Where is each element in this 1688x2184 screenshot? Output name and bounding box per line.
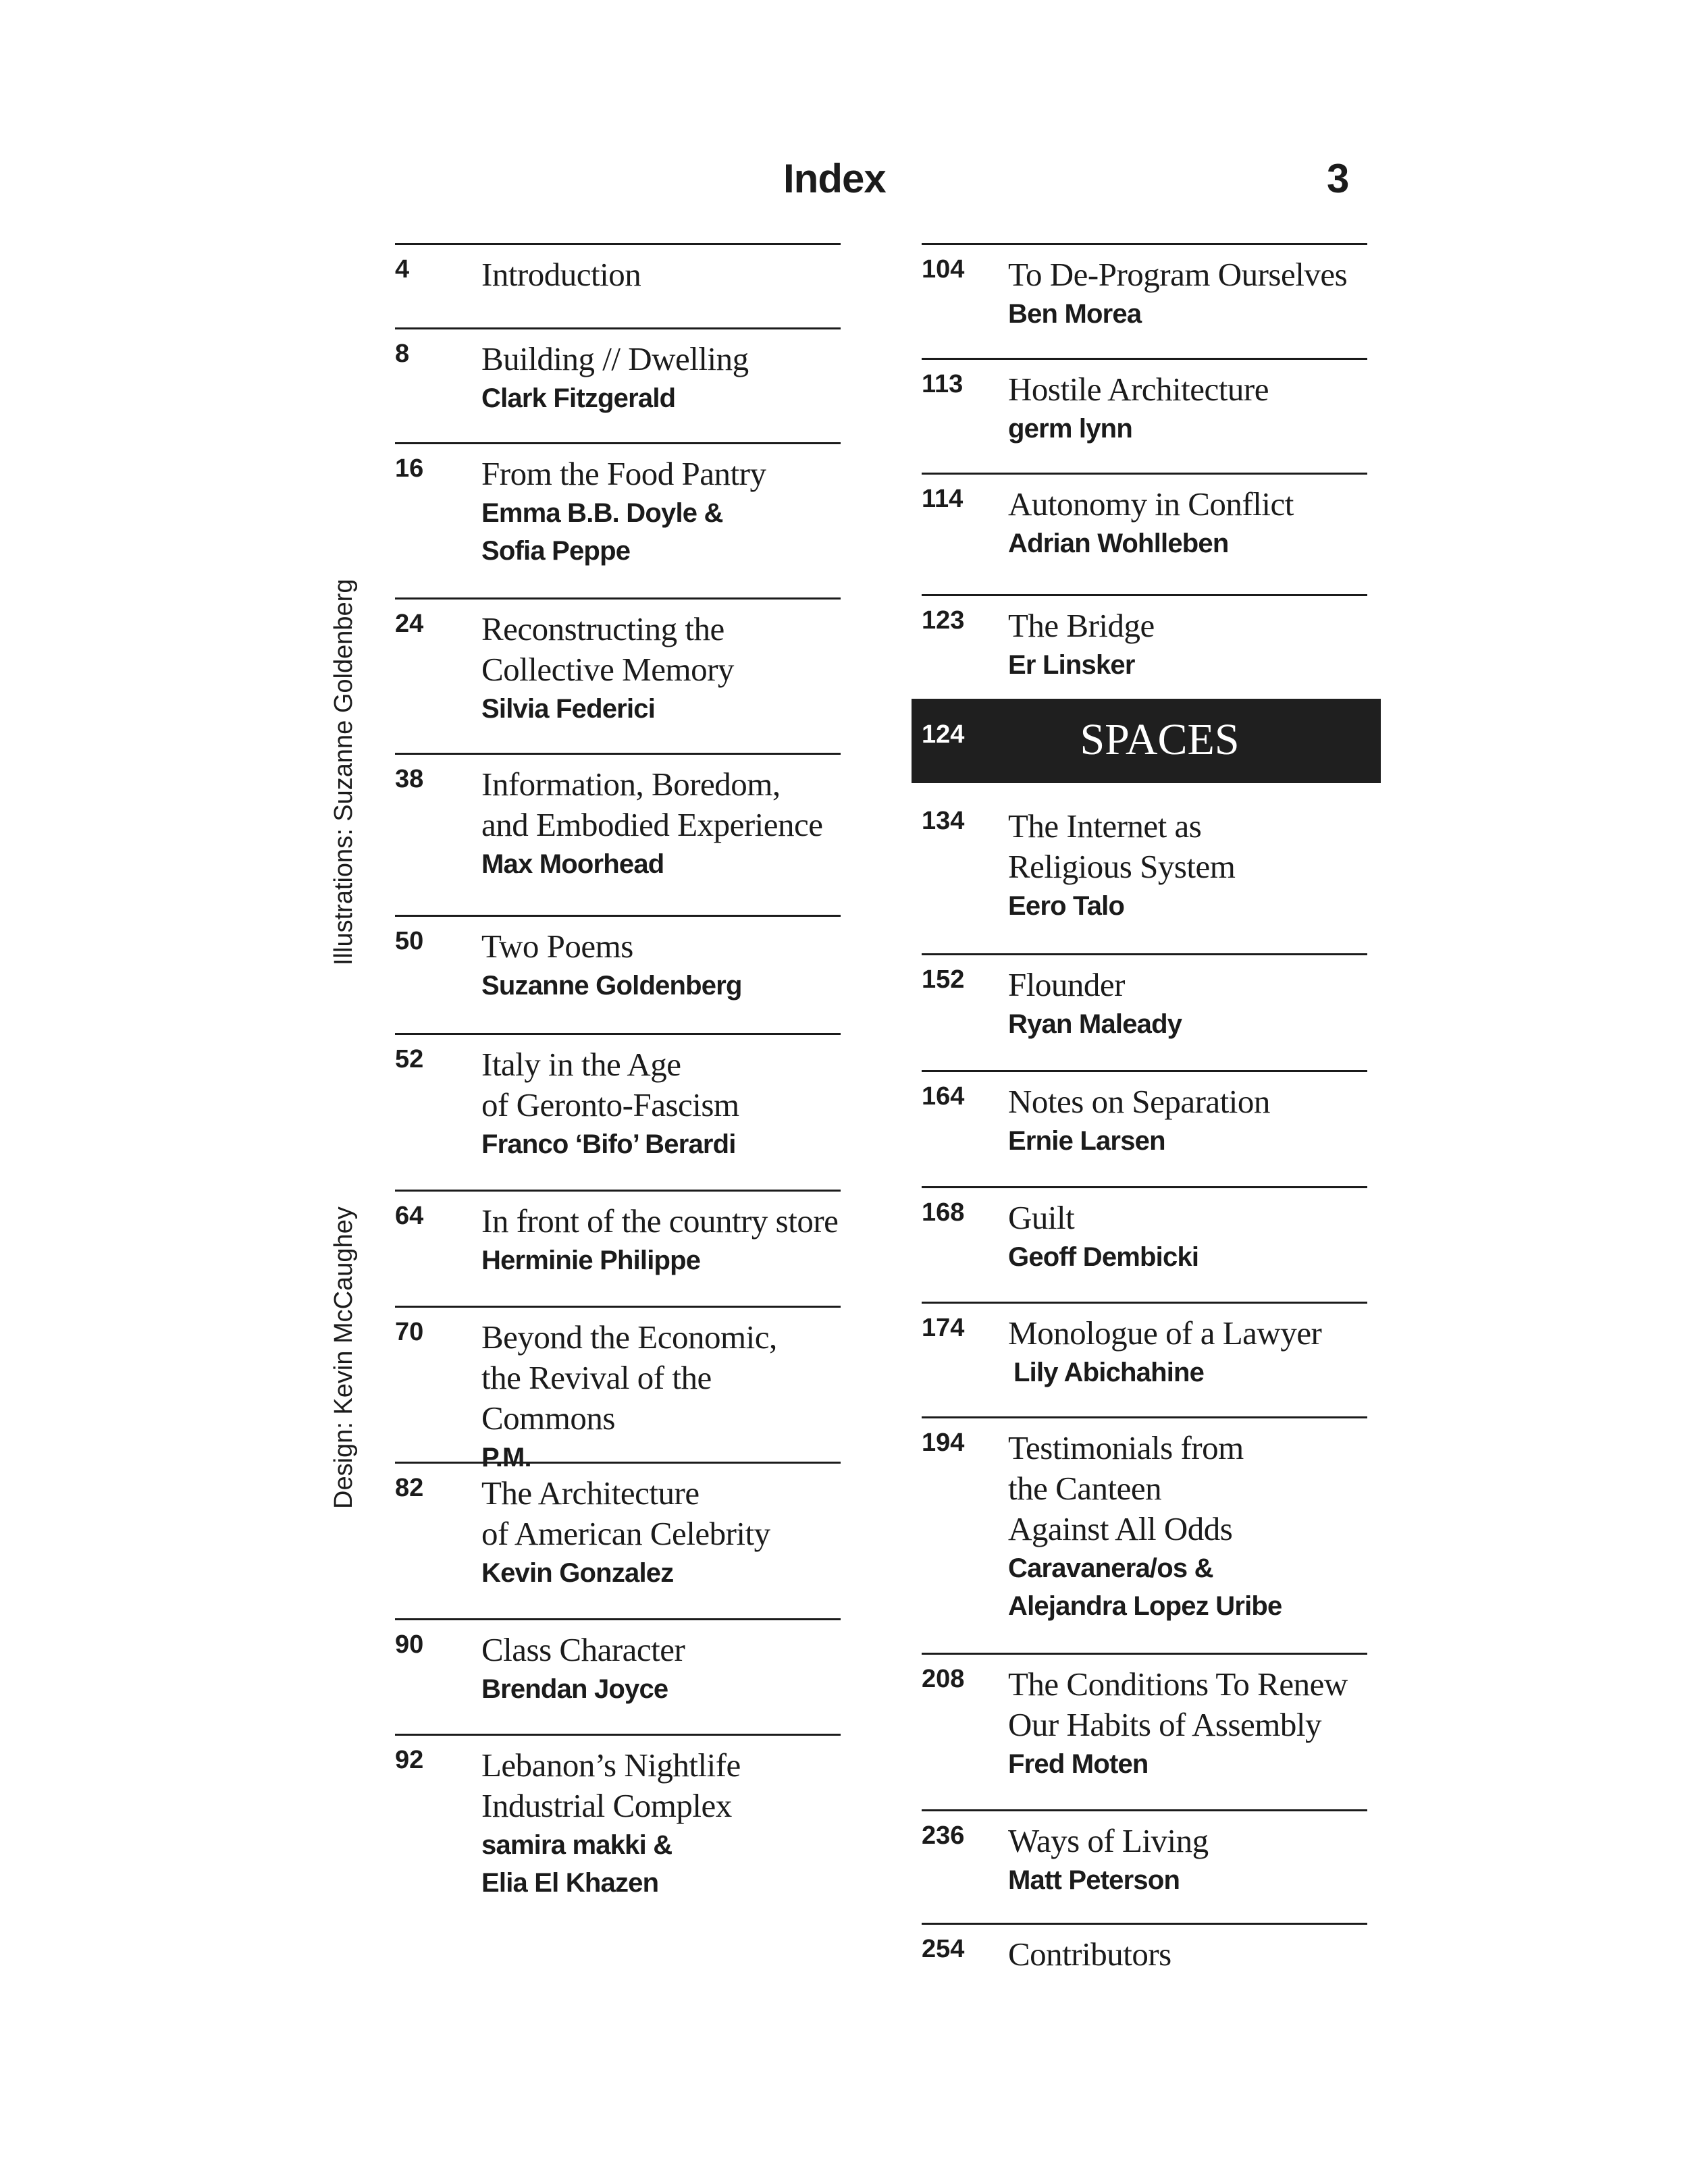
- entry-author: Lily Abichahine: [1013, 1358, 1205, 1387]
- entry-title: Notes on Separation: [1008, 1083, 1270, 1120]
- toc-entry: [395, 442, 841, 566]
- entry-title: Beyond the Economic, the Revival of the Commons: [481, 1319, 777, 1437]
- entry-page-number: 113: [922, 370, 964, 398]
- entry-title: Introduction: [481, 256, 641, 293]
- toc-entry: [395, 1033, 841, 1159]
- entry-author: Silvia Federici: [481, 694, 656, 724]
- entry-title: Hostile Architecture: [1008, 371, 1269, 408]
- design-credit: Design: Kevin McCaughey: [329, 1206, 358, 1509]
- toc-entry: [922, 594, 1367, 680]
- section-header-spaces: [912, 699, 1381, 783]
- entry-page-number: 174: [922, 1314, 965, 1342]
- entry-title: Two Poems: [481, 928, 633, 965]
- entry-author: Er Linsker: [1008, 650, 1135, 680]
- entry-page-number: 82: [395, 1474, 424, 1502]
- toc-entry: [922, 358, 1367, 444]
- entry-page-number: 194: [922, 1429, 965, 1457]
- entry-author: Ben Morea: [1008, 299, 1142, 329]
- entry-page-number: 92: [395, 1746, 424, 1774]
- toc-entry: [395, 915, 841, 1001]
- entry-title: Ways of Living: [1008, 1822, 1209, 1859]
- entry-page-number: 134: [922, 807, 965, 835]
- entry-author: Franco ‘Bifo’ Berardi: [481, 1129, 736, 1159]
- entry-page-number: 52: [395, 1045, 424, 1073]
- entry-author: Brendan Joyce: [481, 1674, 668, 1704]
- toc-entry: [922, 1302, 1367, 1387]
- entry-title: From the Food Pantry: [481, 455, 766, 492]
- entry-title: The Internet as Religious System: [1008, 807, 1236, 885]
- toc-entry: [395, 243, 841, 293]
- entry-author: Ryan Maleady: [1008, 1009, 1182, 1039]
- entry-author: samira makki & Elia El Khazen: [481, 1830, 672, 1898]
- entry-page-number: 123: [922, 606, 965, 635]
- toc-entry: [395, 597, 841, 724]
- entry-title: Italy in the Age of Geronto-Fascism: [481, 1046, 739, 1123]
- entry-page-number: 64: [395, 1202, 424, 1230]
- toc-entry: [395, 1306, 841, 1472]
- entry-page-number: 168: [922, 1198, 965, 1227]
- toc-entry: [922, 1653, 1367, 1779]
- toc-entry: [395, 327, 841, 413]
- entry-title: Contributors: [1008, 1936, 1171, 1973]
- entry-title: Autonomy in Conflict: [1008, 485, 1294, 523]
- toc-entry: [922, 953, 1367, 1039]
- toc-entry: [922, 243, 1367, 329]
- entry-page-number: 16: [395, 454, 424, 483]
- entry-title: Flounder: [1008, 966, 1125, 1003]
- entry-page-number: 4: [395, 255, 410, 284]
- entry-page-number: 164: [922, 1082, 965, 1111]
- toc-entry: [922, 1416, 1367, 1621]
- toc-entry: [395, 1618, 841, 1704]
- entry-title: The Conditions To Renew Our Habits of Assembly: [1008, 1666, 1348, 1743]
- toc-entry: [922, 1923, 1367, 1973]
- entry-author: Adrian Wohlleben: [1008, 529, 1229, 558]
- entry-page-number: 38: [395, 765, 424, 793]
- entry-page-number: 24: [395, 610, 424, 638]
- toc-entry: [922, 1070, 1367, 1156]
- entry-author: Emma B.B. Doyle & Sofia Peppe: [481, 498, 723, 566]
- toc-entry: [922, 1809, 1367, 1895]
- entry-author: Max Moorhead: [481, 849, 664, 879]
- entry-title: To De-Program Ourselves: [1008, 256, 1348, 293]
- entry-title: The Architecture of American Celebrity: [481, 1474, 770, 1552]
- entry-author: Eero Talo: [1008, 891, 1125, 921]
- entry-title: Class Character: [481, 1631, 685, 1668]
- entry-author: germ lynn: [1008, 414, 1132, 444]
- page-number: 3: [1327, 156, 1349, 201]
- entry-author: Caravanera/os & Alejandra Lopez Uribe: [1008, 1553, 1282, 1621]
- entry-author: Herminie Philippe: [481, 1246, 701, 1275]
- entry-author: Matt Peterson: [1008, 1865, 1180, 1895]
- entry-page-number: 90: [395, 1630, 424, 1659]
- toc-entry: [395, 1462, 841, 1588]
- toc-entry: [922, 1186, 1367, 1272]
- entry-author: Fred Moten: [1008, 1749, 1149, 1779]
- entry-author: Geoff Dembicki: [1008, 1242, 1199, 1272]
- entry-author: P.M.: [481, 1443, 531, 1472]
- toc-entry: [395, 1190, 841, 1275]
- section-page-number: 124: [922, 720, 965, 749]
- entry-title: In front of the country store: [481, 1202, 839, 1240]
- page-title: Index: [783, 156, 886, 201]
- entry-title: Monologue of a Lawyer: [1008, 1314, 1322, 1352]
- entry-title: Lebanon’s Nightlife Industrial Complex: [481, 1747, 741, 1824]
- entry-title: Reconstructing the Collective Memory: [481, 610, 734, 688]
- entry-page-number: 254: [922, 1935, 965, 1963]
- entry-author: Ernie Larsen: [1008, 1126, 1165, 1156]
- illustrations-credit: Illustrations: Suzanne Goldenberg: [329, 579, 358, 965]
- entry-title: Testimonials from the Canteen Against All Odds: [1008, 1429, 1244, 1547]
- entry-title: Guilt: [1008, 1199, 1075, 1236]
- entry-page-number: 152: [922, 965, 965, 994]
- entry-page-number: 208: [922, 1665, 965, 1693]
- entry-title: The Bridge: [1008, 607, 1155, 644]
- entry-author: Clark Fitzgerald: [481, 383, 676, 413]
- entry-page-number: 104: [922, 255, 965, 284]
- toc-entry: [922, 473, 1367, 558]
- entry-page-number: 114: [922, 485, 964, 513]
- toc-entry: [395, 1734, 841, 1898]
- entry-page-number: 8: [395, 340, 410, 368]
- entry-page-number: 70: [395, 1318, 424, 1346]
- entry-author: Kevin Gonzalez: [481, 1558, 674, 1588]
- entry-author: Suzanne Goldenberg: [481, 971, 742, 1001]
- section-label: SPACES: [1080, 715, 1240, 764]
- toc-entry: [395, 753, 841, 879]
- entry-page-number: 236: [922, 1821, 965, 1850]
- entry-page-number: 50: [395, 927, 424, 955]
- entry-title: Building // Dwelling: [481, 340, 749, 377]
- entry-title: Information, Boredom, and Embodied Experience: [481, 766, 823, 843]
